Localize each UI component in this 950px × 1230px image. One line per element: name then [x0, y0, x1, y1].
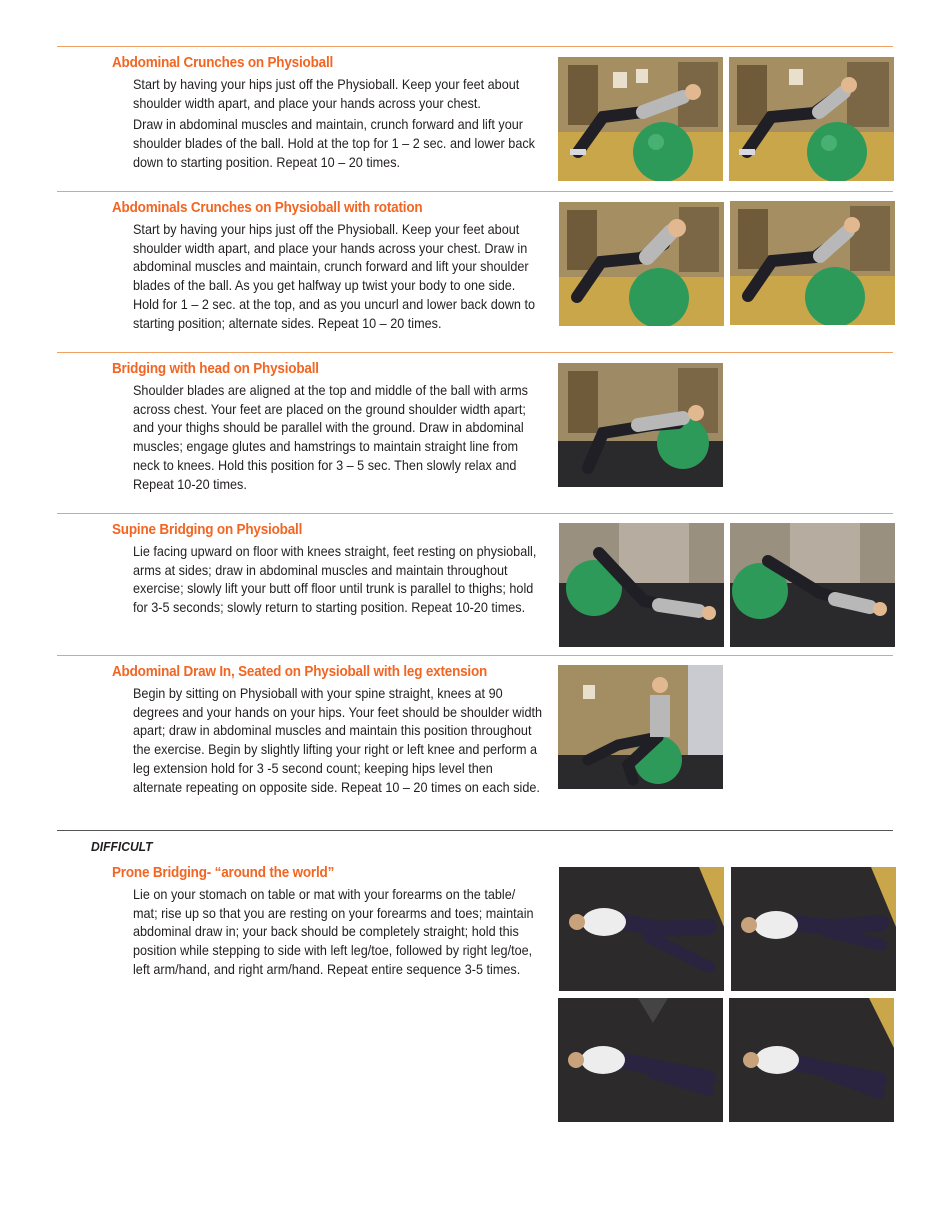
exercise-title: Abdominals Crunches on Physioball with rotation [112, 200, 423, 216]
exercise-title: Bridging with head on Physioball [112, 361, 319, 377]
section-divider [57, 655, 893, 656]
exercise-title: Supine Bridging on Physioball [112, 522, 303, 538]
exercise-photo [558, 998, 723, 1122]
crunch-photo-graphic [729, 57, 894, 181]
prone-bridging-photo-graphic [559, 867, 724, 991]
exercise-photo [729, 57, 894, 181]
exercise-instructions: Start by having your hips just off the Physioball. Keep your feet about shoulder width apart, and place your hands across your chest. Draw in abdominal muscles and maintain, crunch forward and lift your shoulder blades of the ball. As you get halfway up twist your body to one side. Hold for 1 – 2 sec. at the top, and as you uncurl and lower back down to starting position; alternate sides. Repeat 10 – 20 times. [133, 222, 535, 331]
exercise-bridging-head [112, 360, 552, 494]
bridging-photo-graphic [558, 363, 723, 487]
section-divider [57, 191, 893, 192]
difficult-divider [57, 830, 893, 831]
exercise-crunches-rotation [112, 199, 552, 333]
supine-bridging-photo-graphic [559, 523, 724, 647]
difficulty-label: DIFFICULT [91, 839, 153, 854]
crunch-rotation-photo-graphic [730, 201, 895, 325]
exercise-instructions: Lie on your stomach on table or mat with your forearms on the table/ mat; rise up so that you are resting on your forearms and toes; maintain abdominal draw in; your back should be completely straight; hold this position while stepping to side with left leg/toe, followed by right leg/toe, left arm/hand, and right arm/hand. Repeat entire sequence 3-5 times. [133, 887, 534, 977]
exercise-instructions: Lie facing upward on floor with knees straight, feet resting on physioball, arms at sides; draw in abdominal muscles and maintain throughout exercise; slowly lift your butt off floor until trunk is parallel to thighs; hold for 3-5 seconds; slowly return to starting position. Repeat 10-20 times. [133, 544, 537, 616]
prone-bridging-photo-graphic [729, 998, 894, 1122]
section-divider [57, 46, 893, 47]
exercise-instructions: Shoulder blades are aligned at the top and middle of the ball with arms across chest. Your feet are placed on the ground shoulder width apart; and your thighs should be parallel with the ground. Draw in abdominal muscles; engage glutes and hamstrings to maintain straight line from neck to knees. Hold this position for 3 – 5 sec. Then slowly relax and Repeat 10-20 times. [133, 383, 528, 492]
exercise-title: Abdominal Draw In, Seated on Physioball with leg extension [112, 664, 488, 680]
exercise-prone-bridging [112, 864, 552, 980]
exercise-supine-bridging [112, 521, 552, 618]
seated-leg-extension-photo-graphic [558, 665, 723, 789]
prone-bridging-photo-graphic [558, 998, 723, 1122]
exercise-photo [559, 202, 724, 326]
crunch-rotation-photo-graphic [559, 202, 724, 326]
exercise-photo [731, 867, 896, 991]
exercise-photo [558, 57, 723, 181]
exercise-photo [558, 363, 723, 487]
section-divider [57, 352, 893, 353]
exercise-photo [730, 523, 895, 647]
section-divider [57, 513, 893, 514]
supine-bridging-photo-graphic [730, 523, 895, 647]
exercise-photo [558, 665, 723, 789]
crunch-photo-graphic [558, 57, 723, 181]
exercise-photo [729, 998, 894, 1122]
exercise-photo [559, 523, 724, 647]
exercise-photo [559, 867, 724, 991]
exercise-seated-leg-extension [112, 663, 552, 797]
prone-bridging-photo-graphic [731, 867, 896, 991]
exercise-title: Prone Bridging- “around the world” [112, 865, 335, 881]
exercise-title: Abdominal Crunches on Physioball [112, 55, 334, 71]
exercise-photo [730, 201, 895, 325]
exercise-instructions: Start by having your hips just off the Physioball. Keep your feet about shoulder width apart, and place your hands across your chest. [133, 77, 520, 111]
exercise-instructions: Begin by sitting on Physioball with your spine straight, knees at 90 degrees and your hands on your hips. Your feet should be shoulder width apart; draw in abdominal muscles and maintain this position throughout the exercise. Begin by slightly lifting your right or left knee and perform a leg extension hold for 3 -5 second count; keeping hips level then alternate repeating on opposite side. Repeat 10 – 20 times on each side. [133, 686, 543, 795]
exercise-abdominal-crunches [112, 54, 552, 173]
exercise-instructions: Draw in abdominal muscles and maintain, crunch forward and lift your shoulder blades of the ball. Hold at the top for 1 – 2 sec. and lower back down to starting position. Repeat 10 – 20 times. [133, 117, 535, 170]
